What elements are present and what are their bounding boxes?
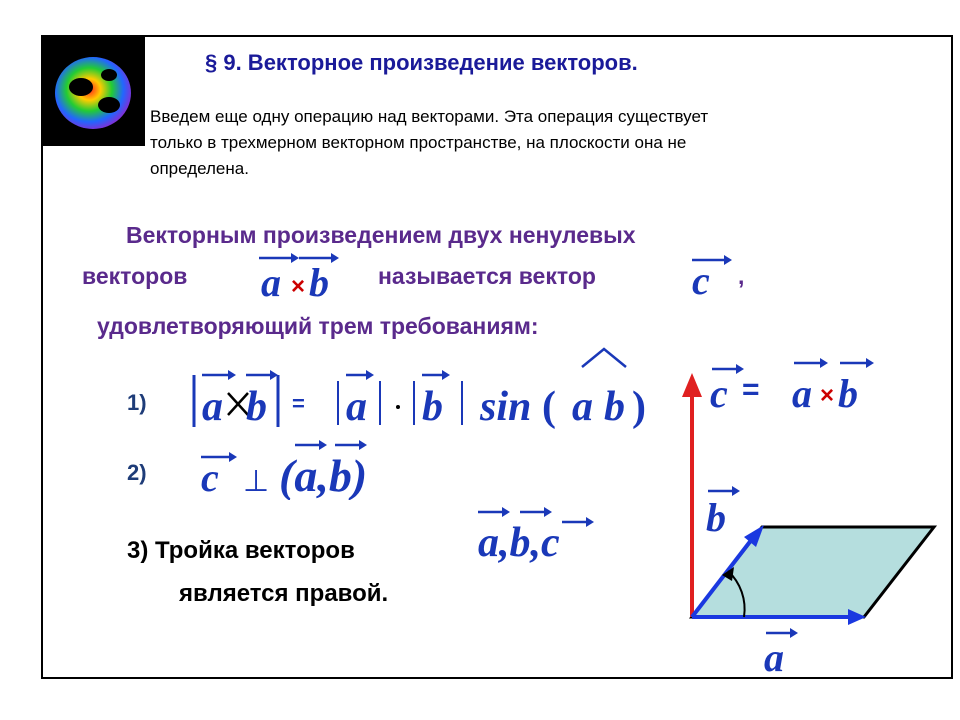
vector-a-label: a — [792, 371, 812, 416]
requirement-1-label: 1) — [127, 390, 147, 415]
axb-formula-definition — [255, 248, 345, 304]
definition-line: Векторным произведением двух ненулевых — [126, 222, 636, 248]
page-title: § 9. Векторное произведение векторов. — [205, 50, 638, 75]
definition-vectors-word: векторов — [82, 263, 188, 289]
sin-function: sin — [480, 384, 532, 430]
requirement-1-formula — [180, 345, 660, 435]
vector-a-label: a — [764, 635, 784, 680]
requirement-2-label: 2) — [127, 460, 147, 485]
dot-product-sign — [396, 405, 400, 409]
plane-ab-label: (a,b) — [279, 450, 368, 500]
intro-line: Введем еще одну операцию над векторами. Эта операция существует — [150, 107, 709, 126]
vector-triple-label: a,b,c — [478, 520, 560, 566]
intro-paragraph — [150, 104, 708, 182]
requirement-3-label: 3) Тройка векторов — [127, 537, 355, 564]
vector-c-label: c — [692, 258, 710, 298]
vector-b-label: b — [706, 495, 726, 540]
vector-a-label: a — [261, 260, 281, 304]
vector-b-label: b — [838, 371, 858, 416]
vector-b-label: b — [246, 384, 267, 430]
vector-c-label: c — [710, 371, 728, 416]
definition-is-called: называется вектор — [378, 263, 596, 289]
vector-c-definition — [688, 252, 738, 298]
definition-comma: , — [738, 263, 745, 289]
vector-a-label: a — [202, 384, 223, 430]
angle-hat-icon — [582, 349, 626, 367]
requirement-2-formula — [195, 435, 395, 500]
logo-image — [41, 35, 145, 146]
cross-sign: × — [291, 273, 306, 300]
svg-text:): ) — [632, 384, 646, 430]
vector-b-label: b — [422, 384, 443, 430]
vector-c-label: c — [201, 455, 219, 500]
requirement-3-formula — [472, 500, 602, 570]
intro-line: только в трехмерном векторном пространстве, на плоскости она не — [150, 133, 687, 152]
intro-line: определена. — [150, 159, 249, 178]
vector-b-label: b — [604, 384, 625, 430]
equals-sign: = — [742, 373, 760, 406]
vector-a-label: a — [346, 384, 367, 430]
equals-sign: = — [292, 391, 305, 416]
svg-text:(: ( — [542, 384, 556, 430]
definition-line: удовлетворяющий трем требованиям: — [97, 313, 539, 339]
requirement-3-continuation: является правой. — [179, 580, 389, 607]
perpendicular-sign: ⊥ — [243, 464, 270, 499]
vector-b-label: b — [309, 260, 329, 304]
torus-logo-icon — [41, 35, 145, 146]
cross-product-diagram — [680, 355, 950, 680]
cross-sign: × — [820, 382, 835, 409]
vector-a-label: a — [572, 384, 593, 430]
